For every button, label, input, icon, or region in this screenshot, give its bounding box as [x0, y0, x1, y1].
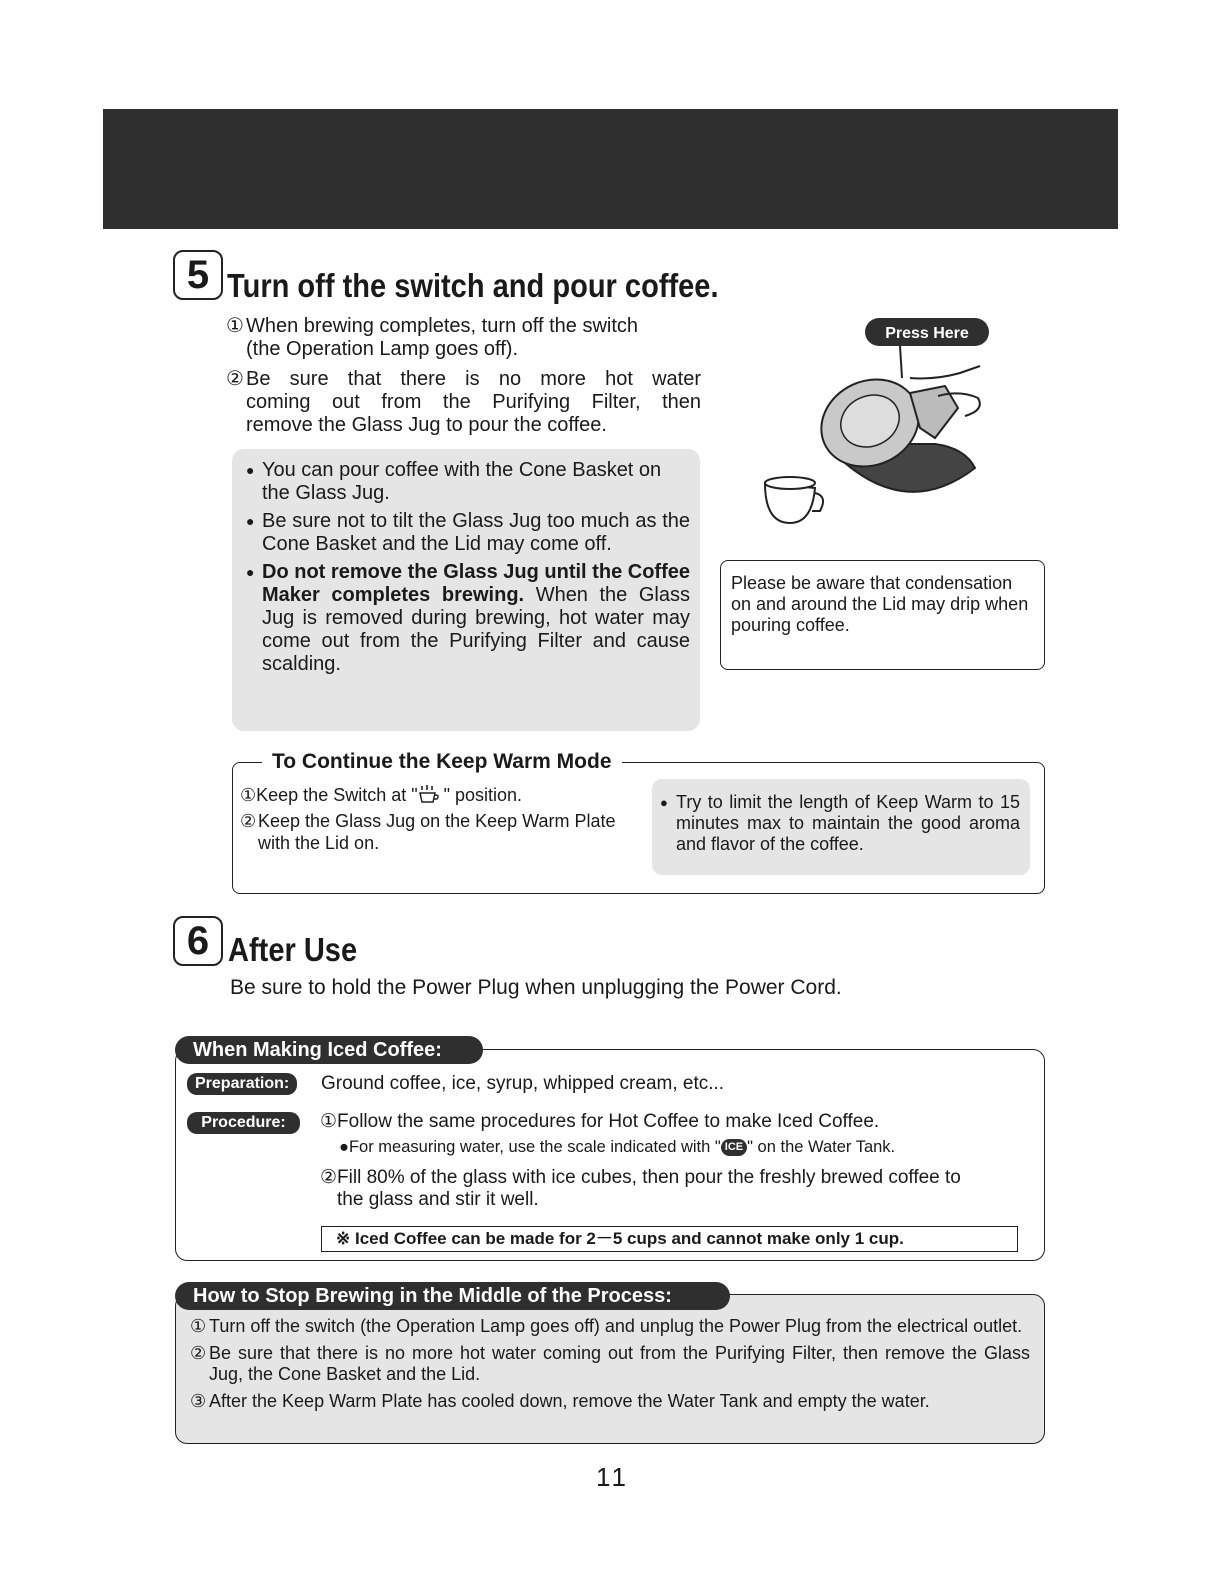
caution-item: ● You can pour coffee with the Cone Basket on the Glass Jug. — [246, 459, 662, 504]
stop-item: ① Turn off the switch (the Operation Lamp goes off) and unplug the Power Plug from the electrical outlet. — [190, 1316, 1023, 1336]
step-5-instructions — [226, 315, 701, 437]
keep-warm-cup-icon — [418, 784, 444, 804]
keep-warm-title: To Continue the Keep Warm Mode — [262, 749, 622, 775]
step-5-item-2-line-2: coming out from the Purifying Filter, then — [246, 391, 701, 413]
caution-list — [246, 459, 690, 681]
drip-note: Please be aware that condensation on and around the Lid may drip when pouring coffee. — [720, 560, 1045, 670]
bullet-icon: ● — [246, 462, 255, 478]
press-here-label: Press Here — [885, 325, 969, 342]
warning-bold-text: Do not remove the Glass Jug until the Coffee Maker completes brewing. — [262, 561, 690, 606]
step-5-item-1-line-1: When brewing completes, turn off the switch — [246, 315, 639, 337]
stop-item: ② Be sure that there is no more hot water coming out from the Purifying Filter, then remove the Glass Jug, the Cone Basket and the Lid. — [190, 1343, 1030, 1384]
preparation-text: Ground coffee, ice, syrup, whipped cream, etc... — [321, 1073, 725, 1094]
page-number: 11 — [596, 1462, 629, 1492]
keep-warm-list — [240, 784, 640, 854]
header-bar — [103, 109, 1118, 229]
step-5-item-1-line-2: (the Operation Lamp goes off). — [246, 338, 519, 360]
keep-warm-item-1: ①Keep the Switch at " " position. — [240, 785, 523, 805]
bullet-icon: ● — [246, 513, 255, 529]
procedure-step-2-line-1: ②Fill 80% of the glass with ice cubes, then pour the freshly brewed coffee to — [320, 1167, 961, 1188]
step-marker: ② — [226, 368, 244, 390]
bullet-icon: ● — [660, 795, 668, 810]
warning-text: When the Glass Jug is removed during brewing, hot water may come out from the Purifying Filter and cause scalding. — [262, 584, 690, 675]
step-5-item-2-line-3: remove the Glass Jug to pour the coffee. — [246, 414, 607, 436]
step-5-item-2 — [226, 368, 701, 391]
procedure-step-1-note: ●For measuring water, use the scale indicated with " ICE " on the Water Tank. — [339, 1138, 896, 1156]
step-6-title: After Use — [228, 931, 358, 968]
step-5-item-2-line-1: Be sure that there is no more hot water — [246, 368, 701, 390]
keep-warm-item-2: ② Keep the Glass Jug on the Keep Warm Plate with the Lid on. — [240, 811, 616, 853]
step-6-number: 6 — [173, 916, 223, 966]
pouring-jug-illustration — [760, 318, 1030, 538]
step-5-number: 5 — [173, 250, 223, 300]
step-5-title: Turn off the switch and pour coffee. — [227, 267, 719, 304]
iced-coffee-note: ※ Iced Coffee can be made for 2－5 cups and cannot make only 1 cup. — [321, 1226, 1018, 1252]
caution-item: ● Be sure not to tilt the Glass Jug too much as the Cone Basket and the Lid may come off. — [246, 510, 690, 555]
stop-item: ③ After the Keep Warm Plate has cooled down, remove the Water Tank and empty the water. — [190, 1391, 930, 1411]
press-pointer — [900, 346, 902, 378]
procedure-step-2-line-2: the glass and stir it well. — [337, 1189, 539, 1210]
keep-warm-tip: ● Try to limit the length of Keep Warm to 15 minutes max to maintain the good aroma and flavor of the coffee. — [652, 779, 1030, 875]
procedure-step-1: ①Follow the same procedures for Hot Coffee to make Iced Coffee. — [320, 1111, 880, 1132]
procedure-tag: Procedure: — [187, 1112, 300, 1134]
preparation-tag: Preparation: — [187, 1073, 297, 1095]
step-marker: ① — [226, 315, 244, 337]
ice-icon: ICE — [721, 1139, 747, 1156]
stop-brewing-title: How to Stop Brewing in the Middle of the Process: — [175, 1282, 730, 1310]
after-use-text: Be sure to hold the Power Plug when unplugging the Power Cord. — [230, 976, 842, 999]
step-5-item-1 — [226, 315, 701, 338]
iced-coffee-title: When Making Iced Coffee: — [175, 1036, 483, 1064]
stop-brewing-list — [190, 1316, 1030, 1418]
bullet-icon: ● — [246, 564, 255, 580]
caution-item-warning — [246, 561, 690, 676]
